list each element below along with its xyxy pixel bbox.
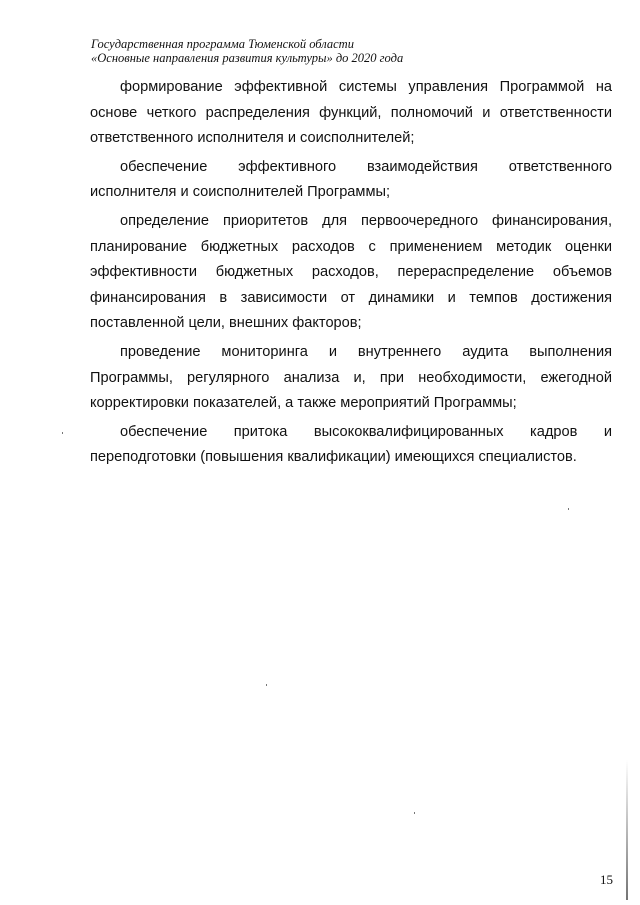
paragraph-3: определение приоритетов для первоочередного финансирования, планирование бюджетных расходов с применением методик оценки эффективности бюджетных расходов, перераспределение объемов финансирования в зависимости от динамики и темпов достижения поставленной цели, внешних факторов; (90, 212, 612, 332)
paragraph-1: формирование эффективной системы управления Программой на основе четкого распределения функций, полномочий и ответственности ответственного исполнителя и соисполнителей; (90, 79, 612, 147)
running-header (91, 37, 591, 65)
header-line-1: Государственная программа Тюменской области (91, 37, 354, 51)
body-text (90, 75, 612, 474)
paragraph-5: обеспечение притока высококвалифицированных кадров и переподготовки (повышения квалификации) имеющихся специалистов. (90, 423, 612, 466)
scan-speck (568, 508, 569, 510)
scan-speck (414, 812, 415, 814)
paragraph-2: обеспечение эффективного взаимодействия ответственного исполнителя и соисполнителей Программы; (90, 158, 612, 201)
scan-speck (62, 432, 63, 434)
page-number: 15 (600, 872, 613, 887)
scan-speck (266, 684, 267, 686)
scan-edge-shadow (626, 760, 628, 900)
paragraph-4: проведение мониторинга и внутреннего аудита выполнения Программы, регулярного анализа и, при необходимости, ежегодной корректировки показателей, а также мероприятий Программы; (90, 343, 612, 412)
header-line-2: «Основные направления развития культуры» до 2020 года (91, 51, 404, 65)
